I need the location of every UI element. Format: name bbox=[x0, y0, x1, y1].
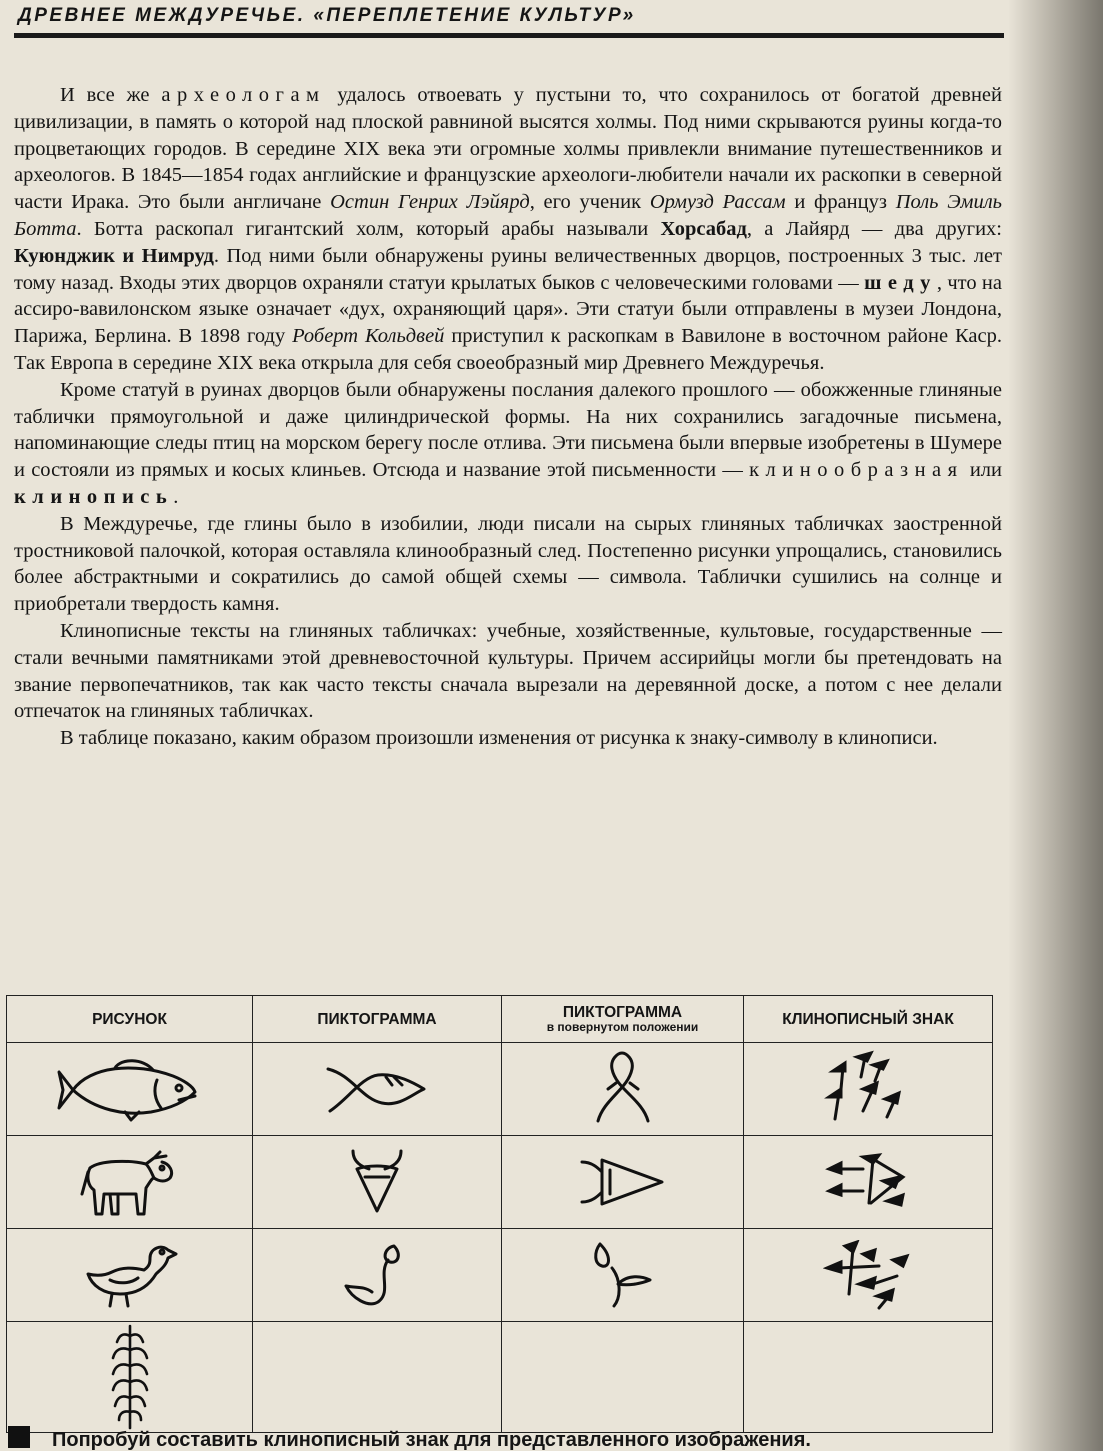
cell-pictogram bbox=[253, 1136, 502, 1229]
text-run: Куюнджик и Нимруд bbox=[14, 244, 214, 267]
ox-icon bbox=[80, 1142, 180, 1222]
text-run: археологам bbox=[161, 84, 326, 106]
cell-cuneiform bbox=[744, 1136, 993, 1229]
cell-rotated-pictogram-empty bbox=[502, 1322, 744, 1433]
table-header-row bbox=[7, 996, 993, 1043]
cell-cuneiform bbox=[744, 1229, 993, 1322]
cell-pictogram bbox=[253, 1043, 502, 1136]
ox-pictogram-icon bbox=[347, 1147, 407, 1217]
cell-cuneiform-empty bbox=[744, 1322, 993, 1433]
header-rule bbox=[14, 33, 1004, 38]
cell-rotated-pictogram bbox=[502, 1043, 744, 1136]
text-run: . Под ними были обнаружены руины величественных дворцов, построенных 3 тыс. лет тому назад. Входы этих дворцов охраняли статуи крылатых быков с человеческими головами — bbox=[14, 244, 1003, 294]
text-run: , а Лайярд — два других: bbox=[746, 217, 1002, 240]
ox-cuneiform-icon bbox=[823, 1147, 913, 1217]
table-row bbox=[7, 1229, 993, 1322]
table-row bbox=[7, 1043, 993, 1136]
cell-drawing bbox=[7, 1043, 253, 1136]
table-row bbox=[7, 1322, 993, 1433]
cuneiform-evolution-table bbox=[6, 995, 993, 1433]
header-cuneiform: КЛИНОПИСНЫЙ ЗНАК bbox=[744, 996, 993, 1043]
plant-icon bbox=[105, 1322, 155, 1432]
ox-rotated-pictogram-icon bbox=[578, 1152, 668, 1212]
fish-cuneiform-icon bbox=[823, 1049, 913, 1129]
task-marker-icon bbox=[8, 1426, 30, 1448]
running-header-title: ДРЕВНЕЕ МЕЖДУРЕЧЬЕ. «ПЕРЕПЛЕТЕНИЕ КУЛЬТУР» bbox=[18, 5, 636, 26]
text-run: удалось отвоевать у пустыни то, что сохранилось от богатой древней цивилизации, в память о которой над плоской равниной высятся холмы. Под ними скрываются руины когда-то процветающих городов. В середине XIX века эти огромные холмы привлекли внимание путешественников и археологов. В 1845—1854 годах английские и французские археологи-любители начали их раскопки в северной части Ирака. Это были англичане bbox=[14, 84, 1002, 214]
cell-rotated-pictogram bbox=[502, 1136, 744, 1229]
text-run: клинообразная bbox=[749, 459, 964, 482]
text-run: и француз bbox=[785, 191, 896, 214]
paragraph bbox=[14, 377, 1002, 511]
cell-cuneiform bbox=[744, 1043, 993, 1136]
header-rotated-title: ПИКТОГРАММА bbox=[562, 1004, 683, 1021]
cell-drawing bbox=[7, 1322, 253, 1433]
bird-pictogram-icon bbox=[342, 1240, 412, 1310]
text-run: . bbox=[173, 485, 179, 508]
text-run: В таблице показано, каким образом произошли изменения от рисунка к знаку-символу в клинописи. bbox=[60, 727, 938, 750]
text-run: . Ботта раскопал гигантский холм, который арабы называли bbox=[76, 217, 661, 240]
text-run: приступил к раскопкам в Вавилоне в восточном районе Каср. Так Европа в середине XIX века открыла для себя своеобразный мир Древнего Междуречья. bbox=[14, 325, 1002, 374]
paragraph bbox=[14, 618, 1002, 725]
paragraph bbox=[14, 511, 1002, 618]
bird-cuneiform-icon bbox=[823, 1240, 913, 1310]
text-run: Роберт Кольдвей bbox=[292, 325, 445, 348]
header-pictogram: ПИКТОГРАММА bbox=[253, 996, 502, 1043]
cell-pictogram-empty bbox=[253, 1322, 502, 1433]
table-row bbox=[7, 1136, 993, 1229]
fish-rotated-pictogram-icon bbox=[588, 1049, 658, 1129]
fish-pictogram-icon bbox=[322, 1059, 432, 1119]
header-rotated-subtitle: в повернутом положении bbox=[546, 1020, 699, 1034]
cell-rotated-pictogram bbox=[502, 1229, 744, 1322]
task-prompt bbox=[8, 1426, 998, 1451]
text-run: шеду bbox=[864, 271, 937, 294]
paragraph bbox=[14, 725, 1002, 752]
text-run: Кроме статуй в руинах дворцов были обнаружены послания далекого прошлого — обожженные глиняные таблички прямоугольной и даже цилиндрической формы. На них сохранились загадочные письмена, напоминающие следы птиц на морском берегу после отлива. Эти письмена были впервые изобретены в Шумере и состояли из прямых и косых клиньев. Отсюда и название этой письменности — bbox=[14, 378, 1002, 482]
text-run: Поль Эмиль Ботта bbox=[14, 191, 1002, 240]
bird-rotated-pictogram-icon bbox=[588, 1240, 658, 1310]
text-run: , что на ассиро-вавилонском языке означает «дух, охраняющий царя». Эти статуи были отправлены в музеи Лондона, Парижа, Берлина. В 1898 году bbox=[14, 271, 1002, 348]
text-run: , его ученик bbox=[529, 191, 650, 214]
header-drawing: РИСУНОК bbox=[7, 996, 253, 1043]
cell-pictogram bbox=[253, 1229, 502, 1322]
text-run: Остин Генрих Лэйярд bbox=[330, 191, 530, 214]
header-rotated-pictogram bbox=[502, 996, 744, 1043]
text-run: или bbox=[963, 459, 1003, 482]
task-text: Попробуй составить клинописный знак для представленного изображения. bbox=[52, 1429, 811, 1451]
text-run: Ормузд Рассам bbox=[649, 191, 786, 214]
bird-icon bbox=[80, 1240, 180, 1310]
cell-drawing bbox=[7, 1136, 253, 1229]
paragraph bbox=[14, 82, 1002, 377]
text-run: Хорсабад bbox=[660, 217, 747, 240]
cell-drawing bbox=[7, 1229, 253, 1322]
text-run: Клинописные тексты на глиняных табличках: учебные, хозяйственные, культовые, государственные — стали вечными памятниками этой древневосточной культуры. Причем ассирийцы могли бы претендовать на звание первопечатников, так как часто тексты сначала вырезали на деревянной доске, а потом с нее делали отпечаток на глиняных табличках. bbox=[14, 619, 1002, 723]
text-run: В Междуречье, где глины было в изобилии, люди писали на сырых глиняных табличках заостренной тростниковой палочкой, которая оставляла клинообразный след. Постепенно рисунки упрощались, становились более абстрактными и сократились до самой общей схемы — символа. Таблички сушились на солнце и приобретали твердость камня. bbox=[14, 512, 1002, 616]
body-text bbox=[14, 82, 1002, 752]
page-binding-shadow bbox=[1008, 0, 1103, 1451]
text-run: И все же bbox=[60, 84, 162, 106]
text-run: клинопись bbox=[14, 485, 174, 508]
fish-icon bbox=[55, 1054, 205, 1124]
running-header bbox=[14, 2, 1004, 40]
